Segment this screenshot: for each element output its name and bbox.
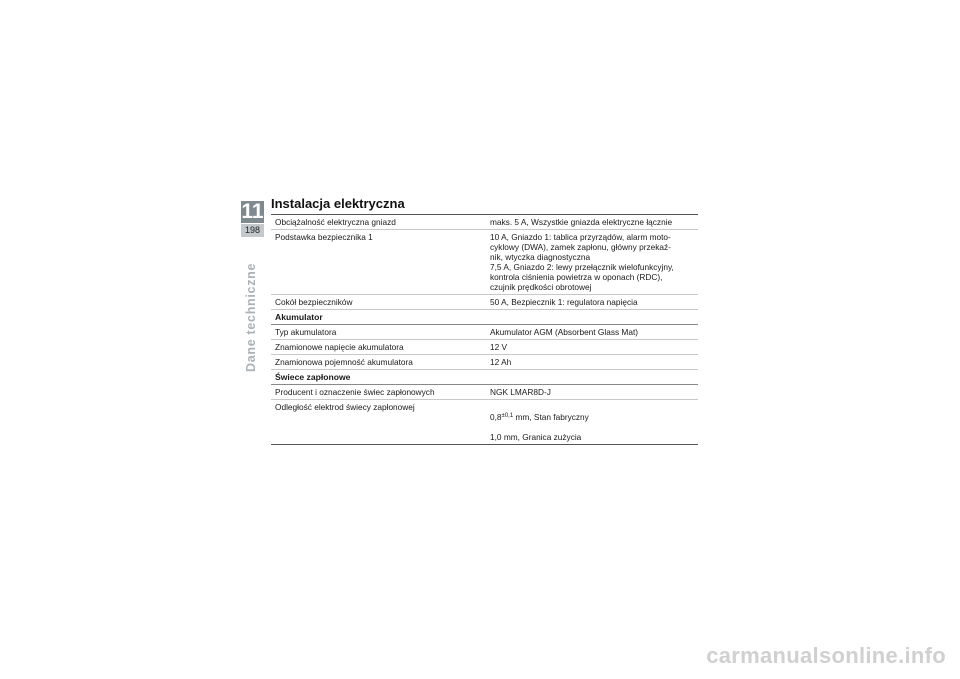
table-row — [271, 400, 698, 445]
row-label: Odległość elektrod świecy zapłonowej — [275, 402, 415, 412]
spark-plugs-heading: Świece zapłonowe — [271, 370, 698, 385]
gap-line2: 1,0 mm, Granica zużycia — [490, 432, 582, 442]
row-label: Cokół bezpieczników — [275, 297, 353, 307]
table-row — [271, 325, 698, 340]
spec-table — [271, 214, 698, 445]
row-label: Znamionowe napięcie akumulatora — [275, 342, 404, 352]
row-label: Typ akumulatora — [275, 327, 337, 337]
row-label: Producent i oznaczenie świec zapłonowych — [275, 387, 435, 397]
page-number: 198 — [241, 224, 264, 237]
row-label: Znamionowa pojemność akumulatora — [275, 357, 413, 367]
section-title: Instalacja elektryczna — [271, 196, 405, 211]
row-label: Podstawka bezpiecznika 1 — [275, 232, 373, 242]
table-row — [271, 230, 698, 295]
table-row — [271, 355, 698, 370]
gap-rest: mm, Stan fabryczny — [513, 412, 589, 422]
row-value: Akumulator AGM (Absorbent Glass Mat) — [490, 327, 639, 337]
battery-heading: Akumulator — [271, 310, 698, 325]
row-label: Obciążalność elektryczna gniazd — [275, 217, 396, 227]
chapter-number: 11 — [241, 200, 264, 223]
row-value: 12 Ah — [490, 357, 512, 367]
row-value: 50 A, Bezpiecznik 1: regulatora napięcia — [490, 297, 638, 307]
table-row — [271, 295, 698, 310]
row-value — [490, 402, 698, 442]
chapter-side-label: Dane techniczne — [244, 262, 258, 372]
watermark: carmanualsonline.info — [706, 643, 946, 668]
table-row — [271, 385, 698, 400]
row-value: maks. 5 A, Wszystkie gniazda elektryczne łącznie — [490, 217, 673, 227]
row-value: NGK LMAR8D-J — [490, 387, 551, 397]
row-value: 10 A, Gniazdo 1: tablica przyrządów, alarm moto- cyklowy (DWA), zamek zapłonu, główny przekaź- nik, wtyczka diagnostyczna 7,5 A, Gniazdo 2: lewy przełącznik wielofunkcyjny, kontrola ciśnienia powietrza w oponach (RDC), czujnik prędkości obrotowej — [490, 232, 674, 292]
gap-base: 0,8 — [490, 412, 502, 422]
gap-tolerance: ±0,1 — [501, 413, 514, 419]
table-row — [271, 340, 698, 355]
table-row — [271, 215, 698, 230]
row-value: 12 V — [490, 342, 508, 352]
